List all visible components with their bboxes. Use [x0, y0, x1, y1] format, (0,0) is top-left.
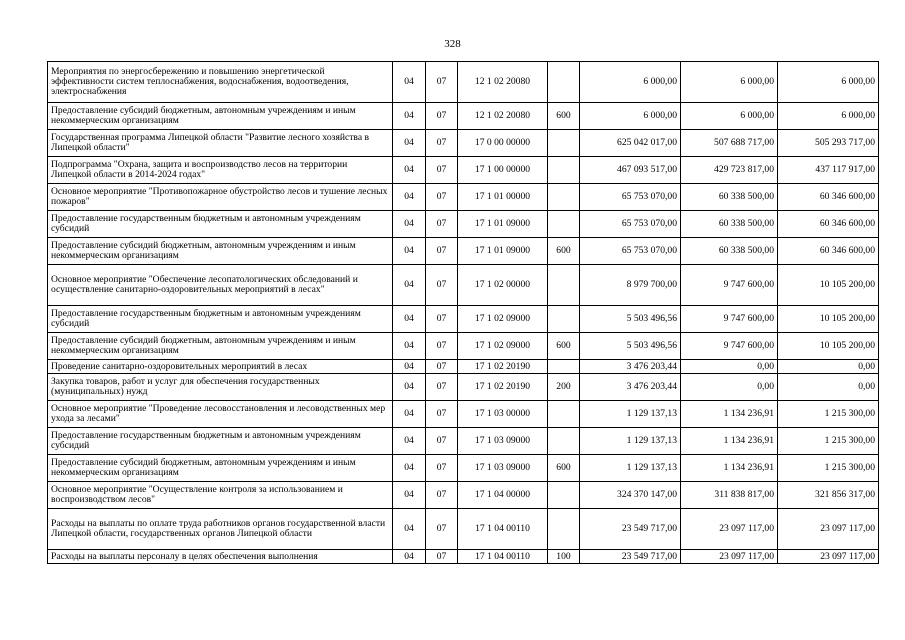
table-row — [48, 184, 879, 211]
year3-amount-cell: 321 856 317,00 — [778, 482, 879, 509]
target-article-cell: 17 1 02 09000 — [458, 333, 548, 360]
year2-amount-cell: 9 747 600,00 — [681, 265, 778, 306]
table-row — [48, 265, 879, 306]
year1-amount-cell: 1 129 137,13 — [580, 428, 681, 455]
row-name-cell: Мероприятия по энергосбережению и повышению энергетической эффективности систем теплоснабжения, водоснабжения, водоотведения, электроснабжения — [48, 62, 393, 103]
target-article-cell: 17 1 00 00000 — [458, 157, 548, 184]
expense-type-cell — [548, 184, 580, 211]
year2-amount-cell: 60 338 500,00 — [681, 211, 778, 238]
row-name-cell: Предоставление государственным бюджетным и автономным учреждениям субсидий — [48, 211, 393, 238]
subsection-cell: 07 — [426, 103, 458, 130]
table-row — [48, 103, 879, 130]
section-cell: 04 — [393, 306, 426, 333]
subsection-cell: 07 — [426, 265, 458, 306]
year2-amount-cell: 1 134 236,91 — [681, 455, 778, 482]
row-name-cell: Основное мероприятие "Проведение лесовосстановления и лесоводственных мер ухода за лесами" — [48, 401, 393, 428]
year3-amount-cell: 60 346 600,00 — [778, 211, 879, 238]
year3-amount-cell: 23 097 117,00 — [778, 509, 879, 550]
target-article-cell: 17 1 02 09000 — [458, 306, 548, 333]
target-article-cell: 17 1 04 00000 — [458, 482, 548, 509]
year1-amount-cell: 467 093 517,00 — [580, 157, 681, 184]
target-article-cell: 17 1 03 09000 — [458, 428, 548, 455]
year2-amount-cell: 1 134 236,91 — [681, 428, 778, 455]
subsection-cell: 07 — [426, 482, 458, 509]
year1-amount-cell: 5 503 496,56 — [580, 306, 681, 333]
year3-amount-cell: 6 000,00 — [778, 62, 879, 103]
row-name-cell: Предоставление государственным бюджетным и автономным учреждениям субсидий — [48, 428, 393, 455]
row-name-cell: Предоставление субсидий бюджетным, автономным учреждениям и иным некоммерческим организациям — [48, 333, 393, 360]
subsection-cell: 07 — [426, 306, 458, 333]
expense-type-cell: 100 — [548, 550, 580, 564]
target-article-cell: 17 1 04 00110 — [458, 509, 548, 550]
year2-amount-cell: 507 688 717,00 — [681, 130, 778, 157]
target-article-cell: 17 1 02 20190 — [458, 360, 548, 374]
year3-amount-cell: 10 105 200,00 — [778, 306, 879, 333]
section-cell: 04 — [393, 374, 426, 401]
section-cell: 04 — [393, 550, 426, 564]
year1-amount-cell: 23 549 717,00 — [580, 550, 681, 564]
year2-amount-cell: 6 000,00 — [681, 103, 778, 130]
section-cell: 04 — [393, 157, 426, 184]
expense-type-cell: 200 — [548, 374, 580, 401]
target-article-cell: 17 1 04 00110 — [458, 550, 548, 564]
section-cell: 04 — [393, 482, 426, 509]
table-row — [48, 374, 879, 401]
expense-type-cell — [548, 62, 580, 103]
target-article-cell: 17 1 01 09000 — [458, 211, 548, 238]
year2-amount-cell: 23 097 117,00 — [681, 509, 778, 550]
table-row — [48, 482, 879, 509]
table-row — [48, 401, 879, 428]
expense-type-cell: 600 — [548, 333, 580, 360]
year3-amount-cell: 505 293 717,00 — [778, 130, 879, 157]
year1-amount-cell: 65 753 070,00 — [580, 184, 681, 211]
row-name-cell: Предоставление государственным бюджетным и автономным учреждениям субсидий — [48, 306, 393, 333]
row-name-cell: Основное мероприятие "Противопожарное обустройство лесов и тушение лесных пожаров" — [48, 184, 393, 211]
year2-amount-cell: 311 838 817,00 — [681, 482, 778, 509]
year2-amount-cell: 0,00 — [681, 374, 778, 401]
year2-amount-cell: 9 747 600,00 — [681, 333, 778, 360]
subsection-cell: 07 — [426, 550, 458, 564]
table-row — [48, 550, 879, 564]
year1-amount-cell: 65 753 070,00 — [580, 238, 681, 265]
target-article-cell: 12 1 02 20080 — [458, 103, 548, 130]
target-article-cell: 17 1 03 00000 — [458, 401, 548, 428]
target-article-cell: 17 1 01 09000 — [458, 238, 548, 265]
section-cell: 04 — [393, 265, 426, 306]
year2-amount-cell: 429 723 817,00 — [681, 157, 778, 184]
year1-amount-cell: 5 503 496,56 — [580, 333, 681, 360]
subsection-cell: 07 — [426, 401, 458, 428]
table-row — [48, 333, 879, 360]
year1-amount-cell: 1 129 137,13 — [580, 455, 681, 482]
table-row — [48, 306, 879, 333]
year3-amount-cell: 0,00 — [778, 360, 879, 374]
year3-amount-cell: 6 000,00 — [778, 103, 879, 130]
target-article-cell: 17 1 02 20190 — [458, 374, 548, 401]
expense-type-cell — [548, 211, 580, 238]
section-cell: 04 — [393, 455, 426, 482]
expense-type-cell: 600 — [548, 455, 580, 482]
subsection-cell: 07 — [426, 509, 458, 550]
year3-amount-cell: 1 215 300,00 — [778, 428, 879, 455]
year3-amount-cell: 60 346 600,00 — [778, 238, 879, 265]
year2-amount-cell: 0,00 — [681, 360, 778, 374]
section-cell: 04 — [393, 360, 426, 374]
table-row — [48, 428, 879, 455]
expense-type-cell: 600 — [548, 238, 580, 265]
year3-amount-cell: 23 097 117,00 — [778, 550, 879, 564]
year3-amount-cell: 10 105 200,00 — [778, 265, 879, 306]
subsection-cell: 07 — [426, 184, 458, 211]
target-article-cell: 12 1 02 20080 — [458, 62, 548, 103]
year1-amount-cell: 65 753 070,00 — [580, 211, 681, 238]
expense-type-cell — [548, 306, 580, 333]
expense-type-cell — [548, 157, 580, 184]
expense-type-cell — [548, 401, 580, 428]
section-cell: 04 — [393, 238, 426, 265]
section-cell: 04 — [393, 103, 426, 130]
section-cell: 04 — [393, 428, 426, 455]
subsection-cell: 07 — [426, 157, 458, 184]
year2-amount-cell: 60 338 500,00 — [681, 184, 778, 211]
expense-type-cell — [548, 265, 580, 306]
section-cell: 04 — [393, 184, 426, 211]
section-cell: 04 — [393, 62, 426, 103]
year1-amount-cell: 3 476 203,44 — [580, 374, 681, 401]
table-row — [48, 211, 879, 238]
section-cell: 04 — [393, 130, 426, 157]
subsection-cell: 07 — [426, 360, 458, 374]
year2-amount-cell: 6 000,00 — [681, 62, 778, 103]
section-cell: 04 — [393, 401, 426, 428]
year1-amount-cell: 324 370 147,00 — [580, 482, 681, 509]
subsection-cell: 07 — [426, 238, 458, 265]
expense-type-cell — [548, 509, 580, 550]
section-cell: 04 — [393, 509, 426, 550]
year1-amount-cell: 1 129 137,13 — [580, 401, 681, 428]
row-name-cell: Предоставление субсидий бюджетным, автономным учреждениям и иным некоммерческим организациям — [48, 103, 393, 130]
row-name-cell: Закупка товаров, работ и услуг для обеспечения государственных (муниципальных) нужд — [48, 374, 393, 401]
subsection-cell: 07 — [426, 428, 458, 455]
subsection-cell: 07 — [426, 374, 458, 401]
target-article-cell: 17 1 01 00000 — [458, 184, 548, 211]
year2-amount-cell: 23 097 117,00 — [681, 550, 778, 564]
subsection-cell: 07 — [426, 455, 458, 482]
year1-amount-cell: 23 549 717,00 — [580, 509, 681, 550]
year3-amount-cell: 60 346 600,00 — [778, 184, 879, 211]
expense-type-cell — [548, 130, 580, 157]
year2-amount-cell: 9 747 600,00 — [681, 306, 778, 333]
row-name-cell: Основное мероприятие "Обеспечение лесопатологических обследований и осуществление санитарно-оздоровительных мероприятий в лесах" — [48, 265, 393, 306]
row-name-cell: Расходы на выплаты по оплате труда работников органов государственной власти Липецкой области, государственных органов Липецкой области — [48, 509, 393, 550]
row-name-cell: Подпрограмма "Охрана, защита и воспроизводство лесов на территории Липецкой области в 2014-2024 годах" — [48, 157, 393, 184]
table-row — [48, 238, 879, 265]
subsection-cell: 07 — [426, 211, 458, 238]
subsection-cell: 07 — [426, 333, 458, 360]
row-name-cell: Проведение санитарно-оздоровительных мероприятий в лесах — [48, 360, 393, 374]
row-name-cell: Предоставление субсидий бюджетным, автономным учреждениям и иным некоммерческим организациям — [48, 455, 393, 482]
year3-amount-cell: 10 105 200,00 — [778, 333, 879, 360]
row-name-cell: Расходы на выплаты персоналу в целях обеспечения выполнения — [48, 550, 393, 564]
page-number: 328 — [444, 38, 461, 50]
table-row — [48, 62, 879, 103]
subsection-cell: 07 — [426, 130, 458, 157]
section-cell: 04 — [393, 333, 426, 360]
table-row — [48, 360, 879, 374]
year2-amount-cell: 60 338 500,00 — [681, 238, 778, 265]
year3-amount-cell: 0,00 — [778, 374, 879, 401]
budget-table — [47, 61, 879, 564]
year1-amount-cell: 6 000,00 — [580, 62, 681, 103]
year1-amount-cell: 625 042 017,00 — [580, 130, 681, 157]
expense-type-cell — [548, 360, 580, 374]
year3-amount-cell: 1 215 300,00 — [778, 401, 879, 428]
target-article-cell: 17 1 03 09000 — [458, 455, 548, 482]
expense-type-cell — [548, 428, 580, 455]
table-row — [48, 509, 879, 550]
row-name-cell: Основное мероприятие "Осуществление контроля за использованием и воспроизводством лесов" — [48, 482, 393, 509]
subsection-cell: 07 — [426, 62, 458, 103]
year2-amount-cell: 1 134 236,91 — [681, 401, 778, 428]
table-row — [48, 455, 879, 482]
year1-amount-cell: 6 000,00 — [580, 103, 681, 130]
year3-amount-cell: 1 215 300,00 — [778, 455, 879, 482]
row-name-cell: Предоставление субсидий бюджетным, автономным учреждениям и иным некоммерческим организациям — [48, 238, 393, 265]
target-article-cell: 17 1 02 00000 — [458, 265, 548, 306]
table-row — [48, 130, 879, 157]
expense-type-cell — [548, 482, 580, 509]
table-row — [48, 157, 879, 184]
target-article-cell: 17 0 00 00000 — [458, 130, 548, 157]
expense-type-cell: 600 — [548, 103, 580, 130]
section-cell: 04 — [393, 211, 426, 238]
row-name-cell: Государственная программа Липецкой области "Развитие лесного хозяйства в Липецкой области" — [48, 130, 393, 157]
year1-amount-cell: 8 979 700,00 — [580, 265, 681, 306]
year3-amount-cell: 437 117 917,00 — [778, 157, 879, 184]
year1-amount-cell: 3 476 203,44 — [580, 360, 681, 374]
